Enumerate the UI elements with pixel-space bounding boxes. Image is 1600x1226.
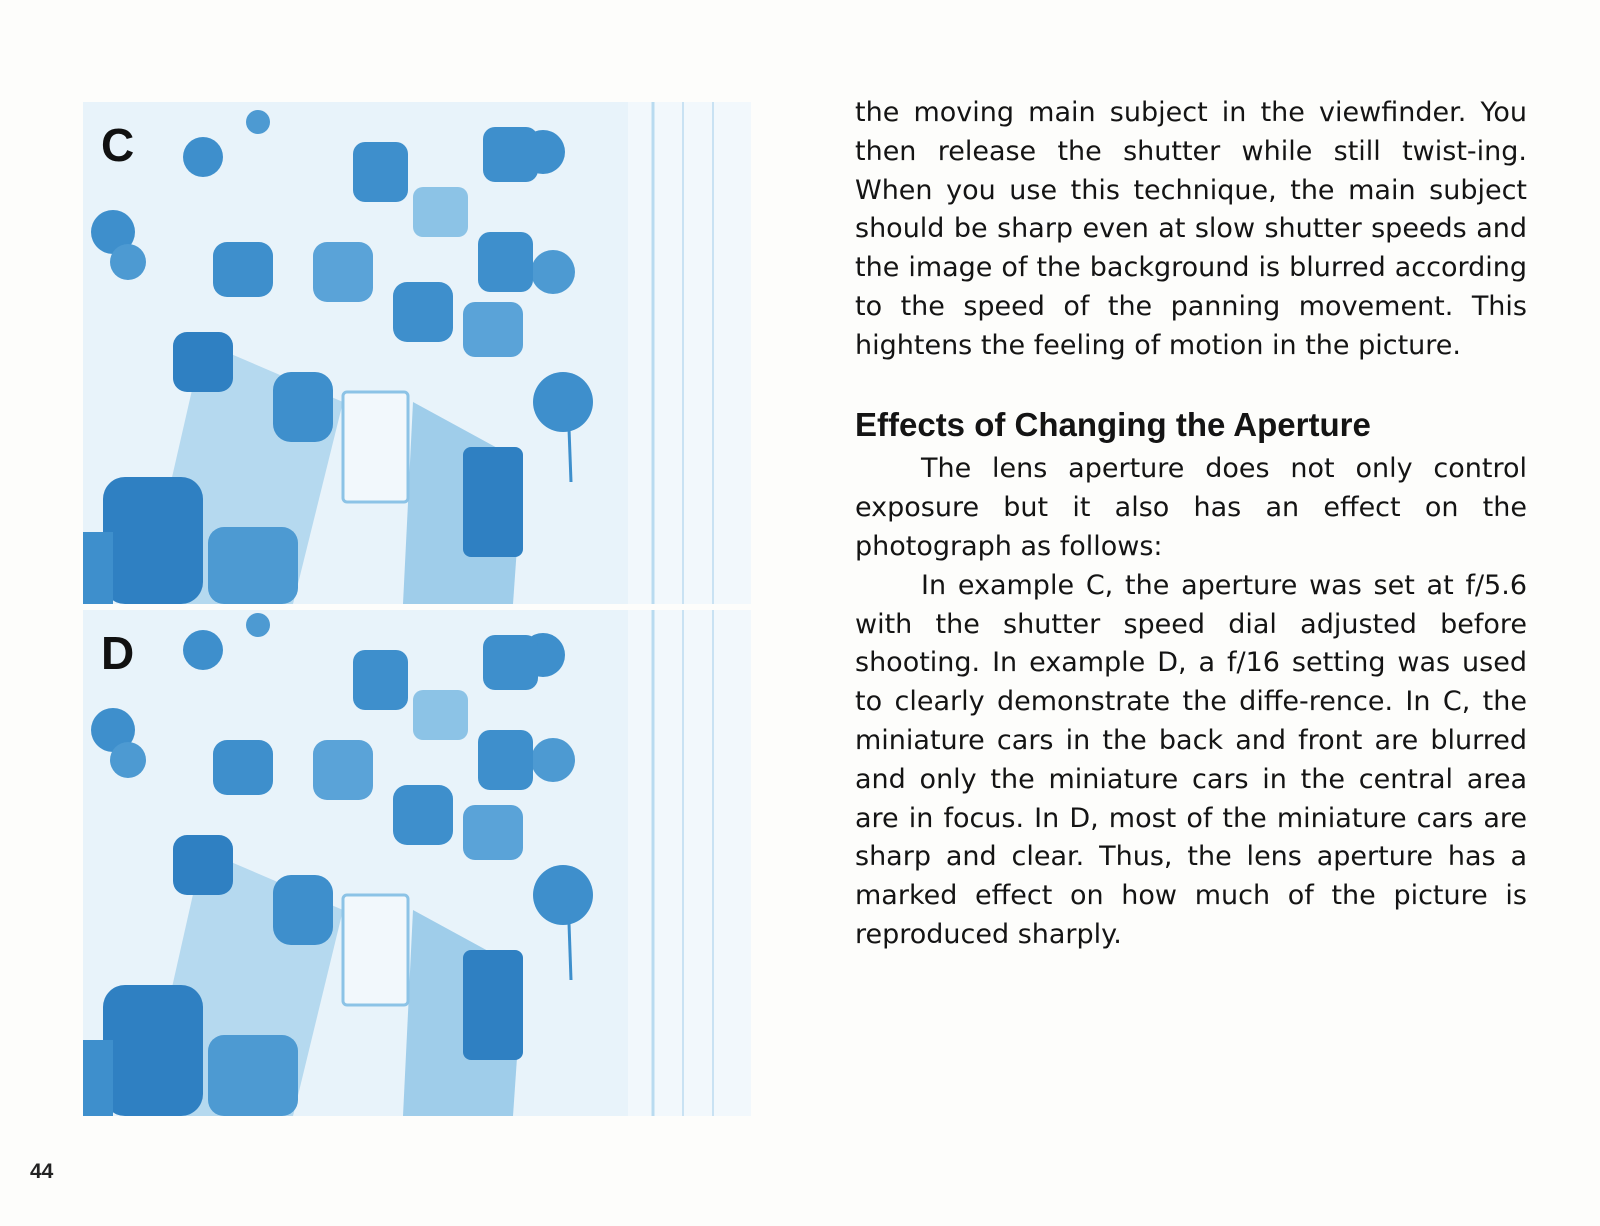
photo-example-c [83, 102, 751, 604]
photo-label-c: C [101, 119, 135, 171]
street-scene-image-d [83, 610, 751, 1116]
aperture-paragraph-2: In example C, the aperture was set at f/5.6 with the shutter speed dial adjusted before shooting. In example D, a f/16 setting was used to clearly demonstrate the diffe-rence. In C, the miniature cars in the back and front are blurred and only the miniature cars in the central area are in focus. In D, most of the miniature cars are sharp and clear. Thus, the lens aperture has a marked effect on how much of the picture is reproduced sharply. [855, 569, 1527, 950]
body-intro-paragraph: the moving main subject in the viewfinder. You then release the shutter while still twist-ing. When you use this technique, the main subject should be sharp even at slow shutter speeds and the image of the background is blurred according to the speed of the panning movement. This hightens the feeling of motion in the picture. [855, 97, 1527, 361]
photo-example-d [83, 610, 751, 1116]
page-number: 44 [30, 1160, 54, 1183]
street-scene-image-c [83, 102, 751, 604]
text-column [855, 94, 1527, 955]
photo-label-d: D [101, 627, 135, 679]
aperture-paragraph-1: The lens aperture does not only control exposure but it also has an effect on the photograph as follows: [855, 453, 1527, 562]
section-heading: Effects of Changing the Aperture [855, 405, 1371, 443]
